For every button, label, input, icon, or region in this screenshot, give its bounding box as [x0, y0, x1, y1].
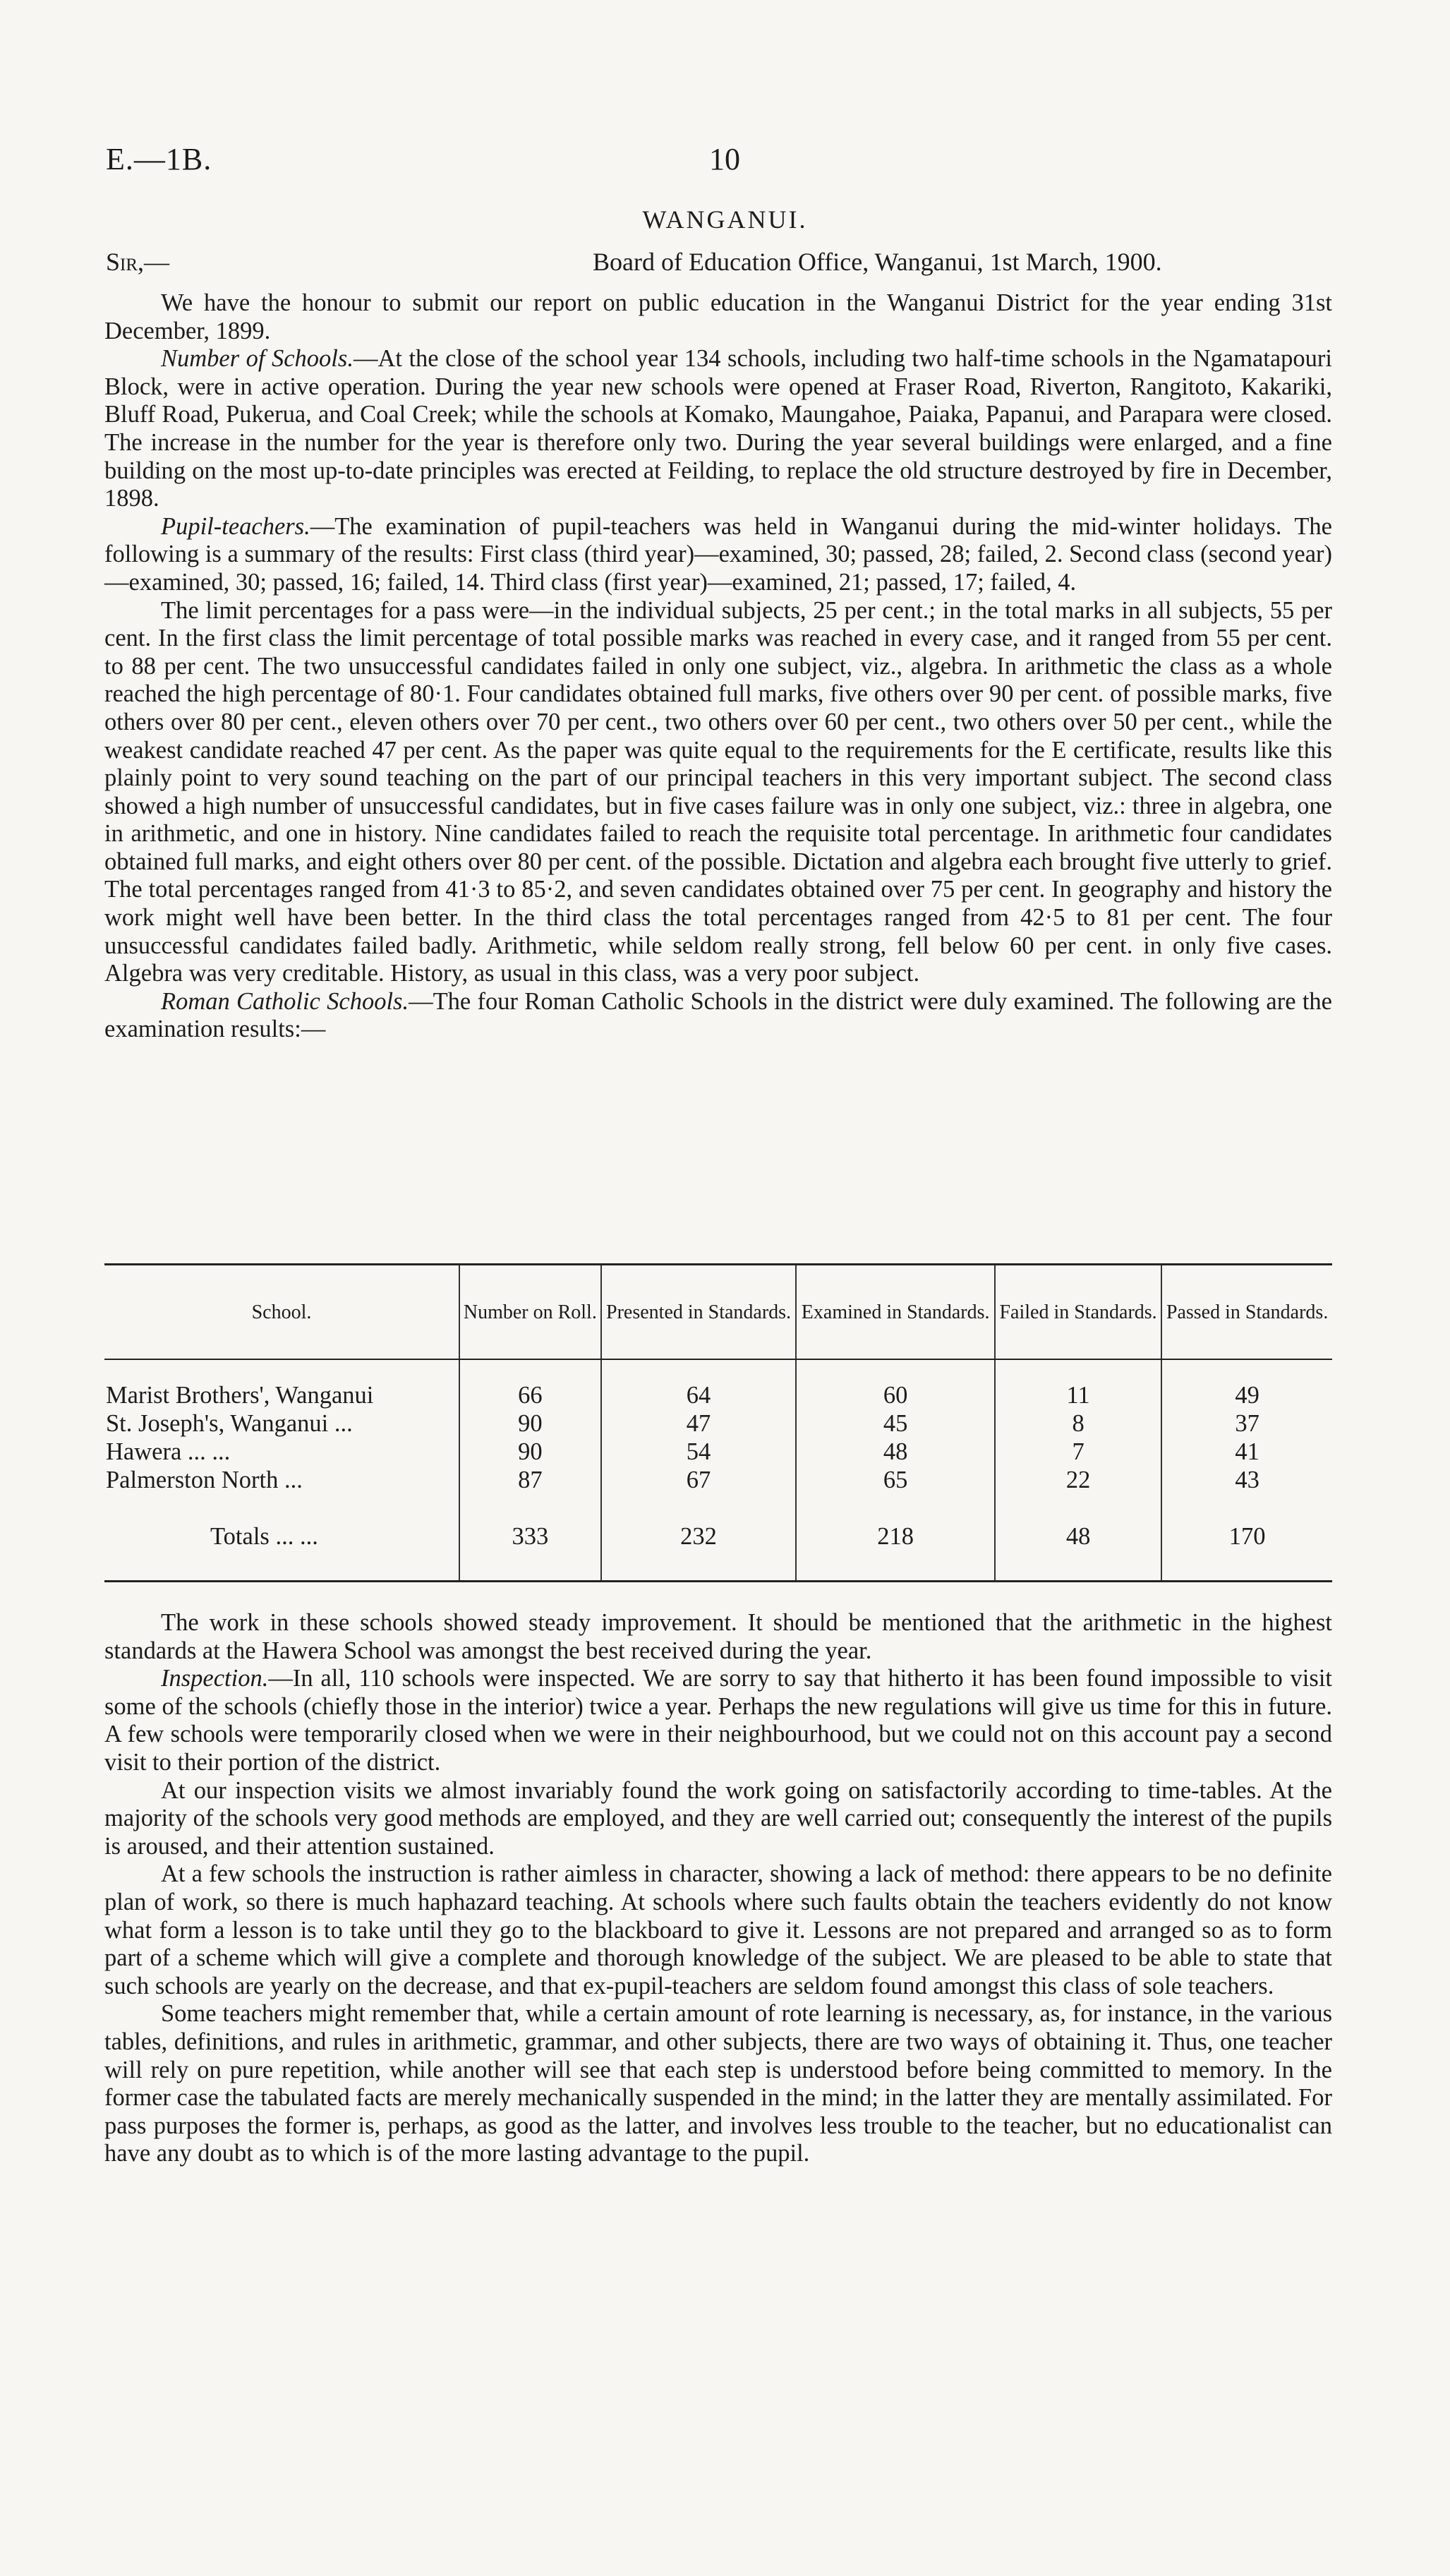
school-name: Palmerston North ... [106, 1467, 303, 1493]
table-row [104, 1409, 1332, 1438]
paragraph-inspection: Inspection.—In all, 110 schools were inspected. We are sorry to say that hitherto it has been found impossible to visit some of the schools (chiefly those in the interior) twice a year. Perhaps the new regulations will give us time for this in future. A few schools were temporarily closed when we were in their neighbourhood, but we could not on this account pay a second visit to their portion of the district. [104, 1665, 1332, 1776]
school-name: Marist Brothers', Wanganui [106, 1382, 374, 1409]
header-presented: Presented in Standards. [601, 1265, 797, 1360]
paragraph-intro: We have the honour to submit our report on public education in the Wanganui District for the year ending 31st December, 1899. [104, 289, 1332, 344]
cell-roll: 90 [459, 1438, 601, 1466]
document-reference: E.—1B. [106, 142, 212, 176]
paragraph-limit-percentages: The limit percentages for a pass were—in the individual subjects, 25 per cent.; in the total marks in all subjects, 55 per cent. In the first class the limit percentage of total possible marks was reached in every case, and it ranged from 55 per cent. to 88 per cent. The two unsuccessful candidates failed in only one subject, viz., algebra. In arithmetic the class as a whole reached the high percentage of 80·1. Four candidates obtained full marks, five others over 90 per cent. of possible marks, five others over 80 per cent., eleven others over 70 per cent., two others over 60 per cent., two others over 50 per cent., while the weakest candidate reached 47 per cent. As the paper was quite equal to the requirements for the E certificate, results like this plainly point to very sound teaching on the part of our principal teachers in this very important subject. The second class showed a high number of unsuccessful candidates, but in five cases failure was in only one subject, viz.: three in algebra, one in arithmetic, and one in history. Nine candidates failed to reach the requisite total percentage. In arithmetic four candidates obtained full marks, and eight others over 80 per cent. of the possible. Dictation and algebra each brought five utterly to grief. The total percentages ranged from 41·3 to 85·2, and seven candidates obtained over 75 per cent. In geography and history the work might well have been better. In the third class the total percentages ranged from 42·5 to 81 per cent. The four unsuccessful candidates failed badly. Arithmetic, while seldom really strong, fell below 60 per cent. in only five cases. Algebra was very creditable. History, as usual in this class, was a very poor subject. [104, 596, 1332, 987]
paragraph-steady-improvement: The work in these schools showed steady improvement. It should be mentioned that the arithmetic in the highest standards at the Hawera School was amongst the best received during the year. [104, 1609, 1332, 1664]
header-school: School. [104, 1265, 459, 1360]
cell-failed: 8 [995, 1409, 1161, 1438]
dateline: Board of Education Office, Wanganui, 1st March, 1900. [593, 248, 1162, 276]
total-presented: 232 [601, 1508, 797, 1582]
paragraph-number-of-schools: Number of Schools.—At the close of the school year 134 schools, including two half-time schools in the Ngamatapouri Block, were in active operation. During the year new schools were opened at Fraser Road, Riverton, Rangitoto, Kakariki, Bluff Road, Pukerua, and Coal Creek; while the schools at Komako, Maungahoe, Paiaka, Papanui, and Parapara were closed. The increase in the number for the year is therefore only two. During the year several buildings were enlarged, and a fine building on the most up-to-date principles was erected at Feilding, to replace the old structure destroyed by fire in December, 1898. [104, 345, 1333, 512]
header-passed: Passed in Standards. [1161, 1265, 1332, 1360]
header-examined: Examined in Standards. [796, 1265, 995, 1360]
page-number: 10 [709, 142, 740, 176]
cell-failed: 7 [995, 1438, 1161, 1466]
cell-failed: 11 [995, 1359, 1161, 1409]
cell-presented: 64 [601, 1359, 797, 1409]
school-name: Hawera ... ... [106, 1438, 231, 1465]
salutation: Sir,— [106, 248, 170, 276]
cell-presented: 67 [601, 1466, 797, 1508]
table-header-row [104, 1265, 1332, 1360]
table-row [104, 1359, 1332, 1409]
paragraph-rote-learning: Some teachers might remember that, while a certain amount of rote learning is necessary, as, for instance, in the various tables, definitions, and rules in arithmetic, grammar, and other subjects, there are two ways of obtaining it. Thus, one teacher will rely on pure repetition, while another will see that each step is understood before being committed to memory. In the former case the tabulated facts are merely mechanically suspended in the mind; in the latter they are mentally assimilated. For pass purposes the former is, perhaps, as good as the latter, and involves less trouble to the teacher, but no educationalist can have any doubt as to which is of the more lasting advantage to the pupil. [104, 2000, 1332, 2167]
cell-examined: 48 [796, 1438, 995, 1466]
report-body-top [104, 289, 1332, 1044]
paragraph-aimless-instruction: At a few schools the instruction is rather aimless in character, showing a lack of method: there appears to be no definite plan of work, so there is much haphazard teaching. At schools where such faults obtain the teachers evidently do not know what form a lesson is to take until they go to the blackboard to give it. Lessons are not prepared and arranged so as to form part of a scheme which will give a complete and thorough knowledge of the subject. We are pleased to be able to state that such schools are yearly on the decrease, and that ex-pupil-teachers are seldom found amongst this class of sole teachers. [104, 1860, 1332, 1999]
cell-passed: 49 [1161, 1359, 1332, 1409]
header-number-on-roll: Number on Roll. [459, 1265, 601, 1360]
header-failed: Failed in Standards. [995, 1265, 1161, 1360]
paragraph-roman-catholic-schools: Roman Catholic Schools.—The four Roman Catholic Schools in the district were duly examined. The following are the examination results:— [104, 987, 1332, 1043]
cell-failed: 22 [995, 1466, 1161, 1508]
report-body-bottom [104, 1609, 1332, 2168]
cell-presented: 54 [601, 1438, 797, 1466]
cell-examined: 45 [796, 1409, 995, 1438]
total-passed: 170 [1161, 1508, 1332, 1582]
cell-roll: 90 [459, 1409, 601, 1438]
table-row [104, 1466, 1332, 1508]
cell-passed: 43 [1161, 1466, 1332, 1508]
paragraph-inspection-visits: At our inspection visits we almost invariably found the work going on satisfactorily according to time-tables. At the majority of the schools very good methods are employed, and they are well carried out; consequently the interest of the pupils is aroused, and their attention sustained. [104, 1776, 1332, 1860]
totals-label: Totals ... ... [104, 1508, 459, 1582]
cell-passed: 37 [1161, 1409, 1332, 1438]
cell-roll: 87 [459, 1466, 601, 1508]
total-roll: 333 [459, 1508, 601, 1582]
total-examined: 218 [796, 1508, 995, 1582]
table-totals-row [104, 1508, 1332, 1582]
paragraph-pupil-teachers: Pupil-teachers.—The examination of pupil-teachers was held in Wanganui during the mid-winter holidays. The following is a summary of the results: First class (third year)—examined, 30; passed, 28; failed, 2. Second class (second year)—examined, 30; passed, 16; failed, 14. Third class (first year)—examined, 21; passed, 17; failed, 4. [104, 512, 1332, 596]
table-row [104, 1438, 1332, 1466]
total-failed: 48 [995, 1508, 1161, 1582]
cell-presented: 47 [601, 1409, 797, 1438]
cell-passed: 41 [1161, 1438, 1332, 1466]
cell-roll: 66 [459, 1359, 601, 1409]
examination-results-table [104, 1263, 1332, 1582]
cell-examined: 65 [796, 1466, 995, 1508]
school-name: St. Joseph's, Wanganui ... [106, 1410, 353, 1437]
results-table-wrap [104, 1263, 1332, 1582]
section-title: WANGANUI. [642, 205, 808, 234]
cell-examined: 60 [796, 1359, 995, 1409]
